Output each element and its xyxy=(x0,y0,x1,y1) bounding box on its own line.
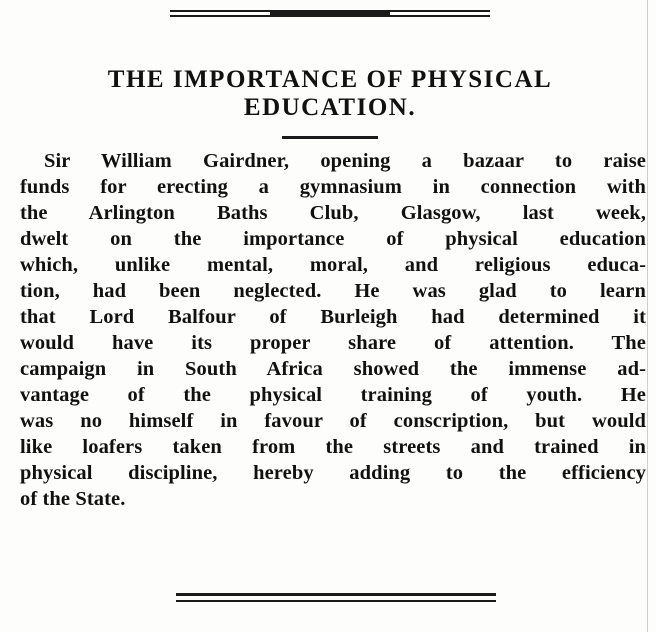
article-body xyxy=(20,148,646,512)
article-line: funds for erecting a gymnasium in connection with xyxy=(20,176,646,198)
article-line: physical discipline, hereby adding to the efficiency xyxy=(20,462,646,484)
article-line: like loafers taken from the streets and trained in xyxy=(20,436,646,458)
headline-line-1: THE IMPORTANCE OF PHYSICAL xyxy=(107,66,553,93)
clipping-edge xyxy=(647,0,648,632)
article-line: vantage of the physical training of youth. He xyxy=(20,384,646,406)
top-ornamental-rule xyxy=(170,10,490,17)
article-line: was no himself in favour of conscription, but would xyxy=(20,410,646,432)
article-line: campaign in South Africa showed the immense ad- xyxy=(20,358,646,380)
article-line: would have its proper share of attention. The xyxy=(20,332,646,354)
article-line: tion, had been neglected. He was glad to learn xyxy=(20,280,646,302)
headline-line-2: EDUCATION. xyxy=(243,94,417,121)
headline-divider xyxy=(282,136,378,139)
article-line: which, unlike mental, moral, and religious educa- xyxy=(20,254,646,276)
article-line: of the State. xyxy=(20,488,126,510)
article-line: the Arlington Baths Club, Glasgow, last week, xyxy=(20,202,646,224)
article-line: dwelt on the importance of physical education xyxy=(20,228,646,250)
article-line: that Lord Balfour of Burleigh had determined it xyxy=(20,306,646,328)
bottom-ornamental-rule xyxy=(176,593,496,602)
article-line: Sir William Gairdner, opening a bazaar to raise xyxy=(44,150,646,172)
article-headline xyxy=(30,66,630,122)
